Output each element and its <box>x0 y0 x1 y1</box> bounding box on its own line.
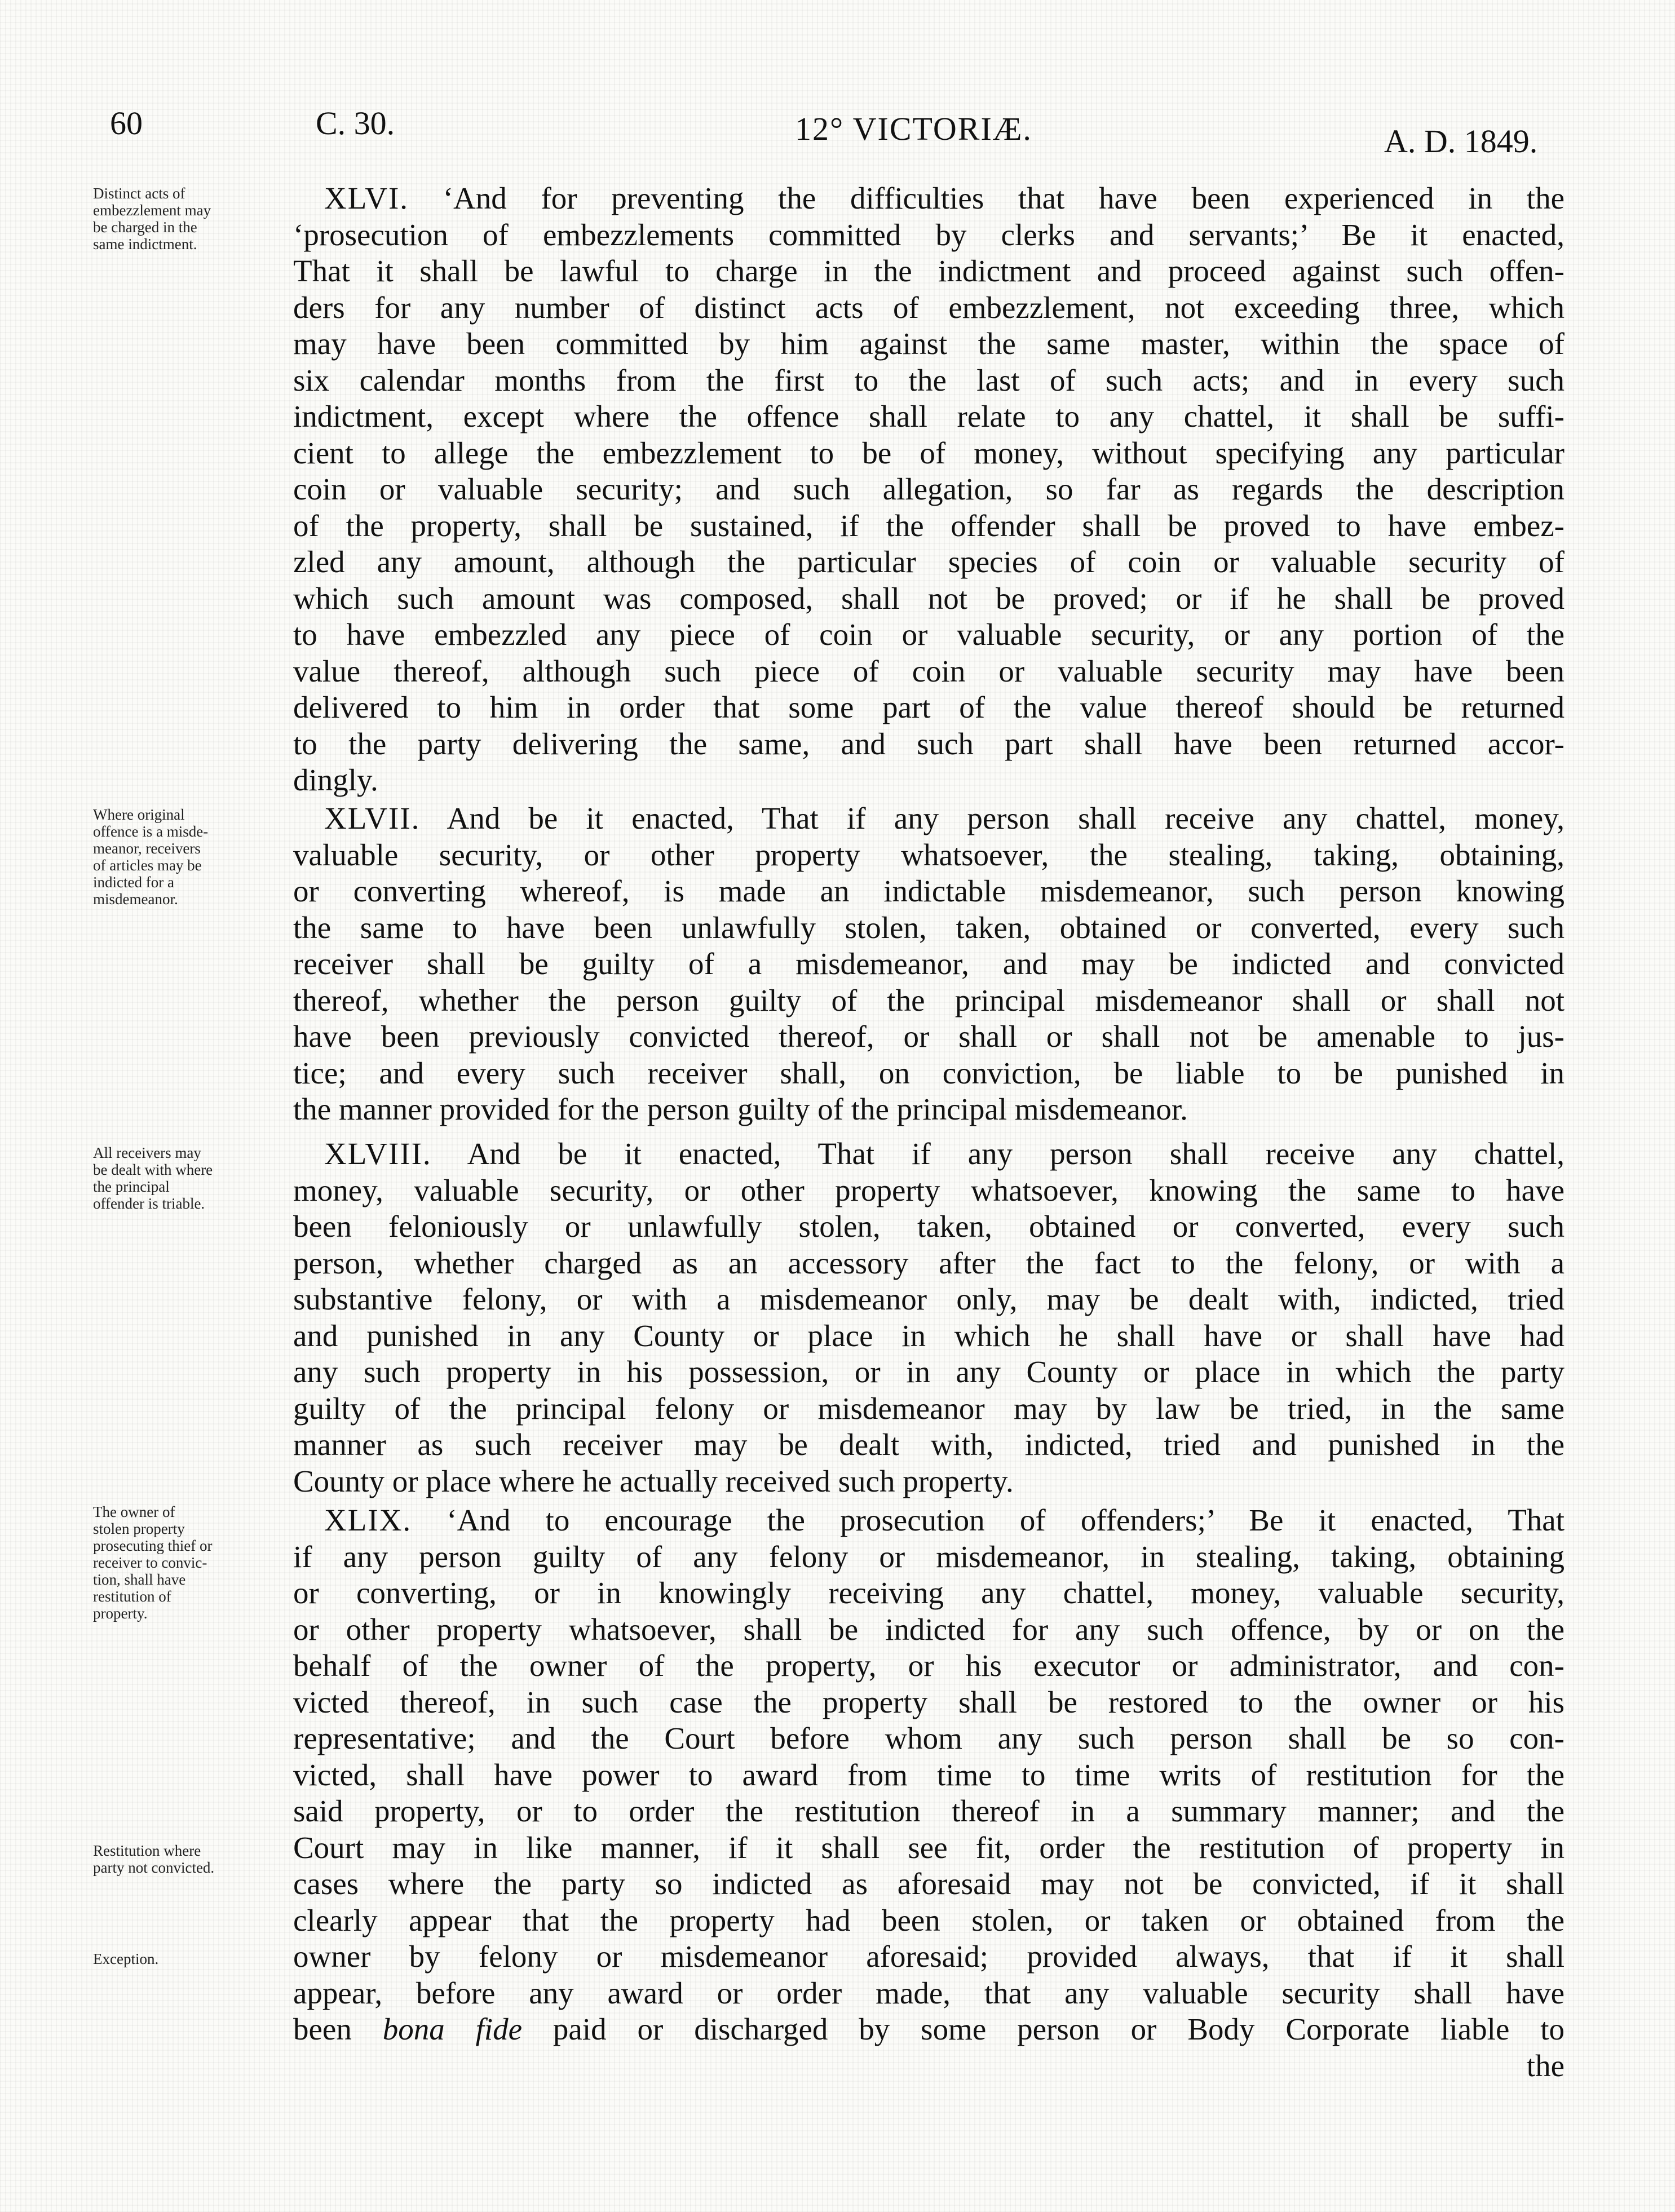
margin-note: Distinct acts of embezzlement may be charged in the same indictment. <box>93 185 211 253</box>
text-line: XLIX. ‘And to encourage the prosecution of offenders;’ Be it enacted, That <box>324 1503 1564 1537</box>
text-line: money, valuable security, or other property whatsoever, knowing the same to have <box>293 1173 1564 1207</box>
text-line: the manner provided for the person guilty of the principal misdemeanor. <box>293 1092 1188 1126</box>
text-line: have been previously convicted thereof, or shall or shall not be amenable to jus- <box>293 1019 1564 1054</box>
section-number: XLVII. <box>324 801 421 835</box>
text-line: or converting, or in knowingly receiving any chattel, money, valuable security, <box>293 1576 1564 1610</box>
text-line: if any person guilty of any felony or misdemeanor, in stealing, taking, obtaining <box>293 1539 1564 1574</box>
page-number: 60 <box>110 105 143 141</box>
text-line: manner as such receiver may be dealt with, indicted, tried and punished in the <box>293 1427 1564 1462</box>
text-line: tice; and every such receiver shall, on conviction, be liable to be punished in <box>293 1055 1564 1090</box>
text-line: been bona fide paid or discharged by some person or Body Corporate liable to <box>293 2012 1565 2046</box>
text-line: thereof, whether the person guilty of the principal misdemeanor shall or shall not <box>293 983 1564 1017</box>
text-line: been feloniously or unlawfully stolen, taken, obtained or converted, every such <box>293 1209 1564 1244</box>
section-number: XLVI. <box>324 181 409 215</box>
text-line: said property, or to order the restitution thereof in a summary manner; and the <box>293 1794 1564 1828</box>
text-line: delivered to him in order that some part of the value thereof should be returned <box>293 690 1564 724</box>
section-xlix <box>293 1502 1564 2084</box>
text-line: the same to have been unlawfully stolen, taken, obtained or converted, every such <box>293 910 1564 945</box>
text-line: cient to allege the embezzlement to be of money, without specifying any particular <box>293 435 1564 470</box>
catchword: the <box>1526 2048 1564 2083</box>
italic-phrase: bona fide <box>382 2012 523 2046</box>
margin-note: The owner of stolen property prosecuting thief or receiver to convic- tion, shall have restitution of property. <box>93 1503 213 1622</box>
text-line: six calendar months from the first to the last of such acts; and in every such <box>293 362 1564 397</box>
margin-note: All receivers may be dealt with where the principal offender is triable. <box>93 1144 213 1212</box>
text-line: behalf of the owner of the property, or his executor or administrator, and con- <box>293 1648 1564 1683</box>
section-number: XLIX. <box>324 1503 412 1537</box>
text-line: XLVII. And be it enacted, That if any person shall receive any chattel, money, <box>324 801 1564 835</box>
margin-note: Where original offence is a misde- meanor, receivers of articles may be indicted for a misdemeanor. <box>93 806 209 908</box>
text-line: person, whether charged as an accessory after the fact to the felony, or with a <box>293 1245 1564 1280</box>
margin-note: Exception. <box>93 1950 159 1967</box>
text-line: victed, shall have power to award from time to time writs of restitution for the <box>293 1757 1564 1792</box>
text-line: clearly appear that the property had been stolen, or taken or obtained from the <box>293 1903 1564 1937</box>
text-line: receiver shall be guilty of a misdemeanor, and may be indicted and convicted <box>293 946 1564 981</box>
text-line: XLVI. ‘And for preventing the difficulties that have been experienced in the <box>324 181 1564 215</box>
section-xlvii <box>293 800 1564 1128</box>
text-line: That it shall be lawful to charge in the indictment and proceed against such offen- <box>293 254 1564 288</box>
year-label: A. D. 1849. <box>1384 123 1538 160</box>
text-line: coin or valuable security; and such allegation, so far as regards the description <box>293 472 1564 506</box>
text-line: Court may in like manner, if it shall see fit, order the restitution of property in <box>293 1830 1564 1865</box>
section-xlvi <box>293 180 1564 799</box>
text-line: representative; and the Court before whom any such person shall be so con- <box>293 1721 1564 1755</box>
text-line: cases where the party so indicted as aforesaid may not be convicted, if it shall <box>293 1866 1564 1901</box>
text-line: County or place where he actually received such property. <box>293 1463 1014 1498</box>
text-line: value thereof, although such piece of coin or valuable security may have been <box>293 653 1564 688</box>
text-line: dingly. <box>293 763 378 797</box>
section-number: XLVIII. <box>324 1136 432 1171</box>
text-line: may have been committed by him against the same master, within the space of <box>293 326 1564 361</box>
text-line: any such property in his possession, or in any County or place in which the party <box>293 1355 1564 1389</box>
text-line: XLVIII. And be it enacted, That if any person shall receive any chattel, <box>324 1136 1565 1171</box>
text-line: victed thereof, in such case the property shall be restored to the owner or his <box>293 1684 1564 1719</box>
text-line: substantive felony, or with a misdemeanor only, may be dealt with, indicted, tried <box>293 1282 1564 1316</box>
text-line: indictment, except where the offence shall relate to any chattel, it shall be suffi- <box>293 399 1564 433</box>
page-header <box>0 104 1675 160</box>
text-line: owner by felony or misdemeanor aforesaid; provided always, that if it shall <box>293 1939 1564 1974</box>
text-line: ‘prosecution of embezzlements committed by clerks and servants;’ Be it enacted, <box>293 217 1564 252</box>
text-line: appear, before any award or order made, that any valuable security shall have <box>293 1975 1564 2010</box>
section-xlviii <box>293 1136 1564 1499</box>
text-line: guilty of the principal felony or misdemeanor may by law be tried, in the same <box>293 1391 1564 1426</box>
text-line: to the party delivering the same, and such part shall have been returned accor- <box>293 726 1564 761</box>
text-line: or other property whatsoever, shall be indicted for any such offence, by or on the <box>293 1612 1564 1647</box>
chapter-number: C. 30. <box>316 105 395 141</box>
running-title: 12° VICTORIÆ. <box>795 110 1032 147</box>
text-line: which such amount was composed, shall not be proved; or if he shall be proved <box>293 581 1564 616</box>
text-line: ders for any number of distinct acts of embezzlement, not exceeding three, which <box>293 290 1564 325</box>
text-line: zled any amount, although the particular species of coin or valuable security of <box>293 545 1564 579</box>
text-line: to have embezzled any piece of coin or valuable security, or any portion of the <box>293 617 1564 652</box>
text-line: or converting whereof, is made an indictable misdemeanor, such person knowing <box>293 874 1564 908</box>
text-line: of the property, shall be sustained, if the offender shall be proved to have embez- <box>293 508 1564 543</box>
margin-note: Restitution where party not convicted. <box>93 1842 215 1876</box>
text-line: valuable security, or other property whatsoever, the stealing, taking, obtaining, <box>293 837 1564 872</box>
text-line: and punished in any County or place in which he shall have or shall have had <box>293 1318 1564 1353</box>
